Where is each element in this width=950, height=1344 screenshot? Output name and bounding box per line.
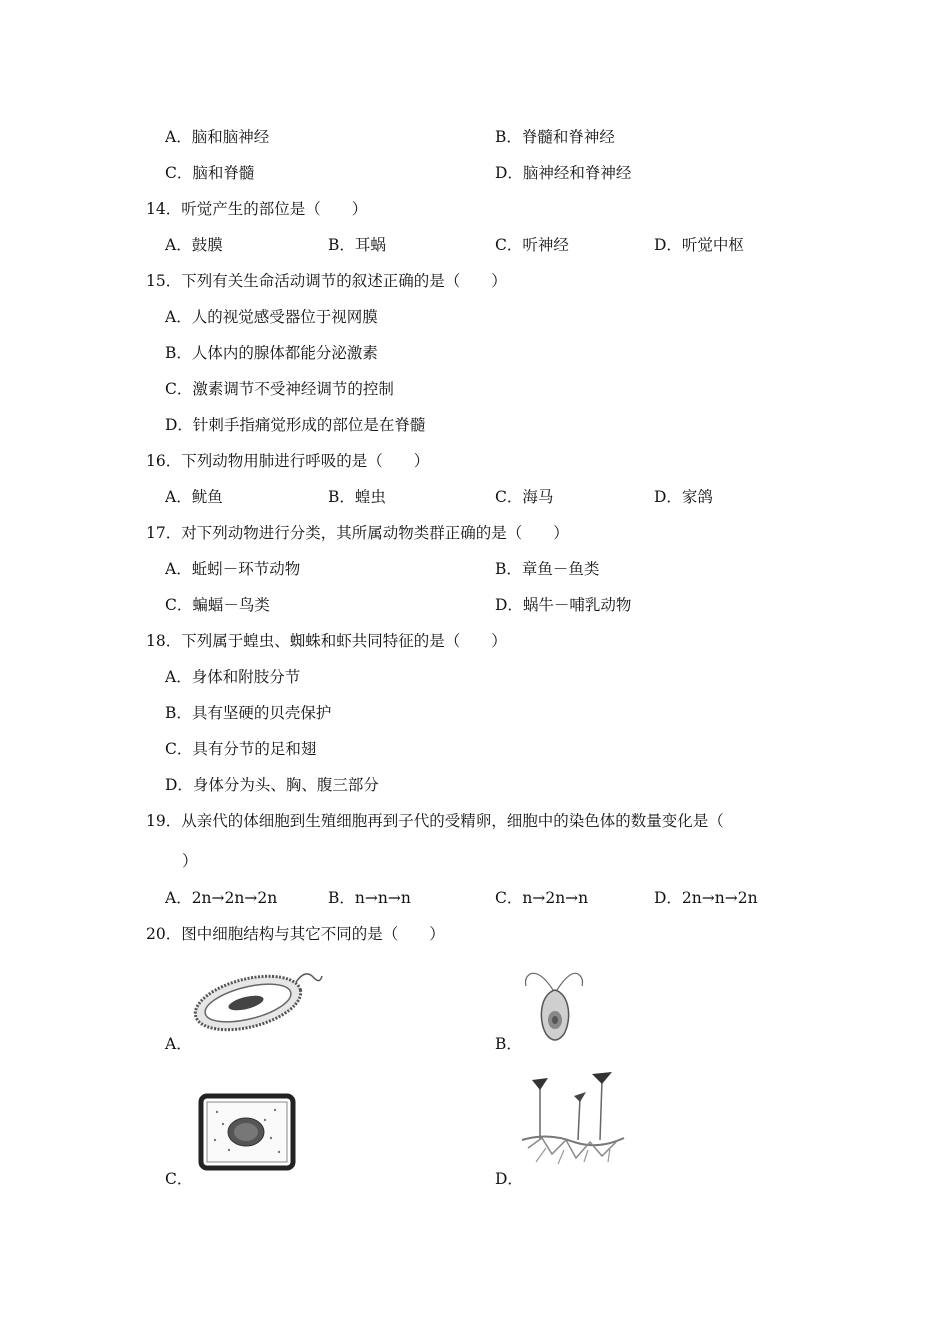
q19-stem: 19．从亲代的体细胞到生殖细胞再到子代的受精卵，细胞中的染色体的数量变化是（: [146, 812, 724, 830]
bacterium-figure: [188, 968, 328, 1038]
q13-option-c: C．脑和脊髓: [165, 164, 255, 182]
q13-option-b: B．脊髓和脊神经: [495, 128, 615, 146]
q14-option-c: C．听神经: [495, 236, 569, 254]
chlamydomonas-figure: [520, 960, 590, 1050]
q17-stem: 17．对下列动物进行分类，其所属动物类群正确的是（ ）: [146, 524, 569, 542]
q20-stem: 20．图中细胞结构与其它不同的是（ ）: [146, 925, 445, 943]
q19-option-c: C．n→2n→n: [495, 889, 589, 907]
q14-option-d: D．听觉中枢: [654, 236, 744, 254]
q16-option-d: D．家鸽: [654, 488, 713, 506]
q16-stem: 16．下列动物用肺进行呼吸的是（ ）: [146, 452, 430, 470]
q20-option-d-label: D．: [495, 1170, 523, 1188]
q14-stem: 14．听觉产生的部位是（ ）: [146, 200, 368, 218]
q17-option-c: C．蝙蝠－鸟类: [165, 596, 270, 614]
q18-option-b: B．具有坚硬的贝壳保护: [165, 704, 332, 722]
plant-cell-figure: [195, 1090, 300, 1175]
q19-option-b: B．n→n→n: [328, 889, 411, 907]
q15-option-d: D．针刺手指痛觉形成的部位是在脊髓: [165, 416, 426, 434]
q19-stem-continued: ）: [182, 852, 198, 870]
q19-option-d: D．2n→n→2n: [654, 889, 758, 907]
q18-option-c: C．具有分节的足和翅: [165, 740, 317, 758]
q17-option-b: B．章鱼－鱼类: [495, 560, 600, 578]
q17-option-d: D．蜗牛－哺乳动物: [495, 596, 632, 614]
q20-option-a-label: A．: [165, 1035, 192, 1053]
q15-option-c: C．激素调节不受神经调节的控制: [165, 380, 394, 398]
q14-option-a: A．鼓膜: [165, 236, 223, 254]
q17-option-a: A．蚯蚓－环节动物: [165, 560, 301, 578]
q18-option-a: A．身体和附肢分节: [165, 668, 301, 686]
q16-option-b: B．蝗虫: [328, 488, 386, 506]
q20-option-b-label: B．: [495, 1035, 522, 1053]
q13-option-d: D．脑神经和脊神经: [495, 164, 632, 182]
q15-stem: 15．下列有关生命活动调节的叙述正确的是（ ）: [146, 272, 507, 290]
q19-option-a: A．2n→2n→2n: [165, 889, 278, 907]
q20-option-c-label: C．: [165, 1170, 193, 1188]
q15-option-a: A．人的视觉感受器位于视网膜: [165, 308, 378, 326]
q13-option-a: A．脑和脑神经: [165, 128, 270, 146]
q16-option-a: A．鱿鱼: [165, 488, 223, 506]
q18-stem: 18．下列属于蝗虫、蜘蛛和虾共同特征的是（ ）: [146, 632, 507, 650]
q18-option-d: D．身体分为头、胸、腹三部分: [165, 776, 379, 794]
mold-figure: [518, 1068, 628, 1168]
q16-option-c: C．海马: [495, 488, 554, 506]
q15-option-b: B．人体内的腺体都能分泌激素: [165, 344, 378, 362]
q14-option-b: B．耳蜗: [328, 236, 386, 254]
